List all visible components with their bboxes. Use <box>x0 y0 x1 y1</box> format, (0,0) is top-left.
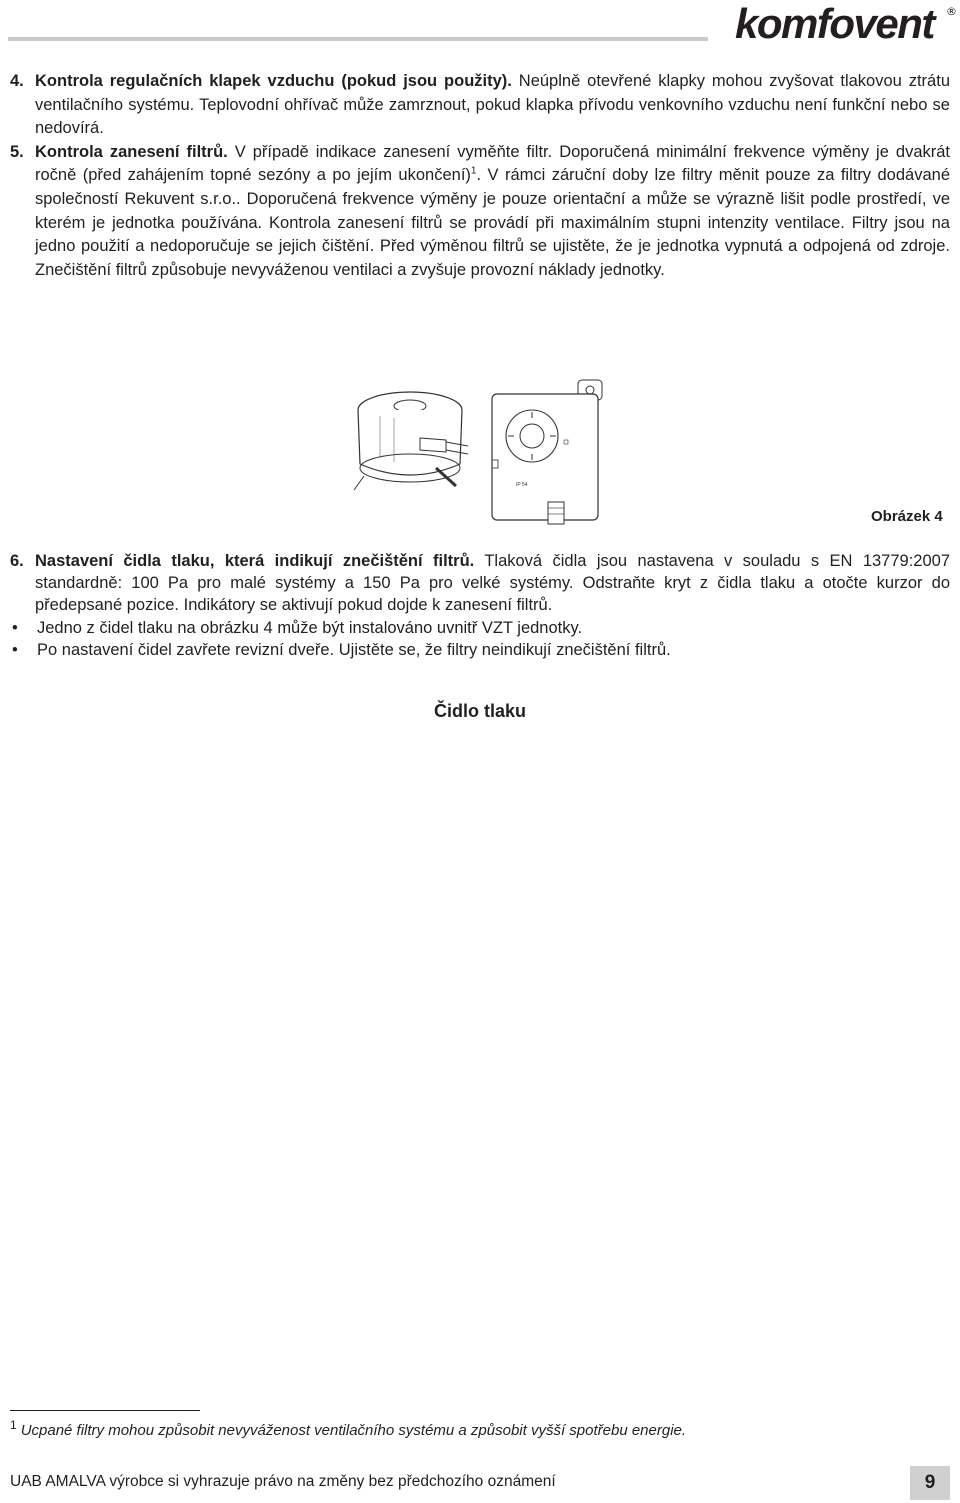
bullet-text: Jedno z čidel tlaku na obrázku 4 může být instalováno uvnitř VZT jednotky. <box>37 618 583 637</box>
footnote-text: Ucpané filtry mohou způsobit nevyváženost ventilačního systému a způsobit vyšší spotřebu energie. <box>20 1422 687 1439</box>
section-6 <box>10 550 950 617</box>
page-number: 9 <box>910 1466 950 1500</box>
section-5-text-b: . V rámci záruční doby lze filtry měnit pouze za filtry dodávané společností Rekuvent s.r.o.. Doporučená frekvence výměny je pouze orientační a může se výrazně lišit podle prostředí, ve kterém je jednotka používána. Kontrola zanesení filtrů se provádí při maximálním stupni intenzity ventilace. Filtry jsou na jedno použití a nedoporučuje se jejich čištění. Před výměnou filtrů se ujistěte, že je jednotka vypnutá a odpojená od zdroje. Znečištění filtrů způsobuje nevyváženou ventilaci a zvyšuje provozní náklady jednotky. <box>35 166 950 279</box>
round-pressure-sensor-image <box>350 386 470 498</box>
footnote-number: 1 <box>10 1418 17 1432</box>
footer-disclaimer: UAB AMALVA výrobce si vyhrazuje právo na změny bez předchozího oznámení <box>10 1473 556 1490</box>
section-5-text-a: V případě indikace zanesení vyměňte filtr. Doporučená minimální frekvence výměny je dvakrát ročně (před zahájením topné sezóny a po jejím ukončení) <box>35 142 951 185</box>
main-text <box>10 70 950 282</box>
section-5-number: 5. <box>10 142 24 161</box>
section-6-heading: Nastavení čidla tlaku, která indikují znečištění filtrů. <box>35 552 475 570</box>
list-item <box>10 639 950 661</box>
section-6-paragraph <box>35 550 950 617</box>
bullet-icon: • <box>12 640 18 659</box>
bullet-text: Po nastavení čidel zavřete revizní dveře. Ujistěte se, že filtry neindikují znečištění filtrů. <box>37 640 671 659</box>
bullet-icon: • <box>12 618 18 637</box>
section-4-text: Neúplně otevřené klapky mohou zvyšovat tlakovou ztrátu ventilačního systému. Teplovodní ohřívač může zamrznout, pokud klapka přívodu venkovního vzduchu není funkční nebo se nedovírá. <box>35 72 950 138</box>
ip-rating-label: IP 54 <box>516 482 528 488</box>
section-6-text: Tlaková čidla jsou nastavena v souladu s EN 13779:2007 standardně: 100 Pa pro malé systémy a 150 Pa pro velké systémy. Odstraňte kryt z čidla tlaku a otočte kurzor do předepsané pozice. Indikátory se aktivují pokud dojde k zanesení filtrů. <box>35 552 950 615</box>
section-4-heading: Kontrola regulačních klapek vzduchu (pokud jsou použity). <box>35 72 512 90</box>
box-pressure-switch-image <box>486 378 606 526</box>
section-5-heading: Kontrola zanesení filtrů. <box>35 142 228 161</box>
figure-title: Čidlo tlaku <box>433 701 526 721</box>
section-5 <box>10 141 950 283</box>
registered-mark: ® <box>946 5 957 18</box>
section-4-number: 4. <box>10 72 24 90</box>
section-6-block <box>10 550 950 661</box>
header-rule <box>8 37 708 41</box>
footnote-ref[interactable]: 1 <box>470 165 477 177</box>
footnote <box>10 1418 686 1439</box>
company-logo: komfovent <box>735 0 934 47</box>
footnote-rule <box>10 1410 200 1411</box>
figure-caption: Obrázek 4 <box>871 508 943 525</box>
section-6-number: 6. <box>10 552 24 570</box>
section-5-paragraph <box>35 141 950 283</box>
section-4 <box>10 70 950 141</box>
section-4-paragraph <box>35 70 950 141</box>
list-item <box>10 617 950 639</box>
